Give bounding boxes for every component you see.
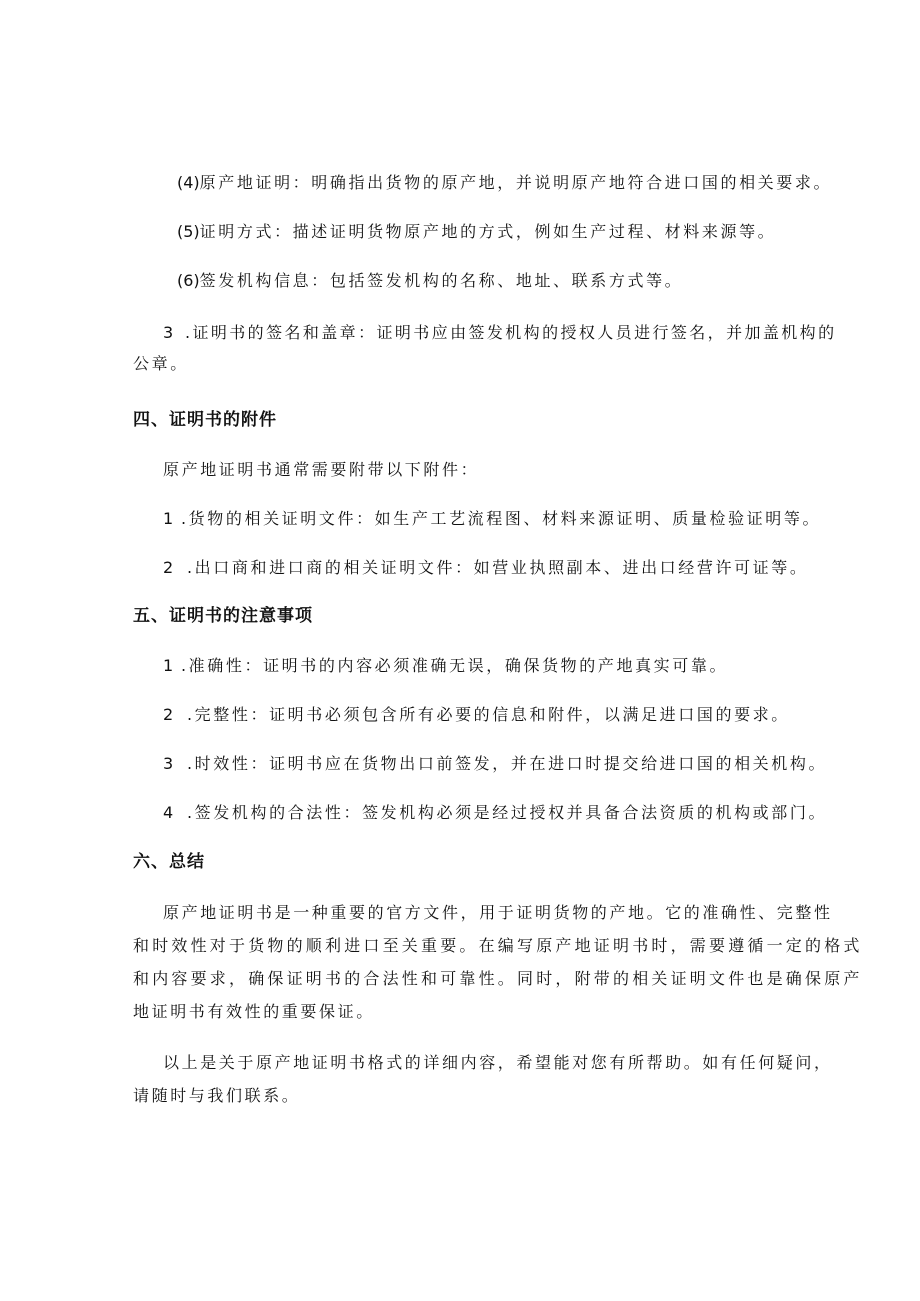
section-4-intro: 原产地证明书通常需要附带以下附件： bbox=[163, 460, 480, 479]
section-5-item-1-number: 1 bbox=[163, 656, 174, 675]
section-5-item-4-number: 4 bbox=[163, 803, 174, 822]
section-5-item-3 bbox=[163, 753, 827, 775]
section-4-item-1-number: 1 bbox=[163, 509, 174, 528]
item-3-text: .证明书的签名和盖章：证明书应由签发机构的授权人员进行签名，并加盖机构的 bbox=[185, 323, 837, 342]
section-5-item-1-text: .准确性：证明书的内容必须准确无误，确保货物的产地真实可靠。 bbox=[181, 656, 729, 675]
section-5-item-3-text: .时效性：证明书应在货物出口前签发，并在进口时提交给进口国的相关机构。 bbox=[187, 754, 828, 773]
item-3-number: 3 bbox=[163, 323, 174, 342]
section-5-item-2-number: 2 bbox=[163, 705, 174, 724]
sub-item-5-number: (5) bbox=[177, 222, 200, 241]
summary-paragraph-1-line-4: 地证明书有效性的重要保证。 bbox=[133, 1002, 375, 1021]
section-4-item-2-text: .出口商和进口商的相关证明文件：如营业执照副本、进出口经营许可证等。 bbox=[187, 558, 809, 577]
item-3-line-2: 公章。 bbox=[133, 354, 189, 373]
section-5-item-2 bbox=[163, 704, 790, 726]
section-4-item-2-number: 2 bbox=[163, 558, 174, 577]
section-5-item-3-number: 3 bbox=[163, 754, 174, 773]
section-5-item-4-text: .签发机构的合法性：签发机构必须是经过授权并具备合法资质的机构或部门。 bbox=[187, 803, 828, 822]
summary-paragraph-2-line-1: 以上是关于原产地证明书格式的详细内容，希望能对您有所帮助。如有任何疑问， bbox=[163, 1053, 833, 1072]
summary-paragraph-2-line-2: 请随时与我们联系。 bbox=[133, 1086, 301, 1105]
section-6-title: 六、总结 bbox=[133, 852, 205, 872]
section-4-item-2 bbox=[163, 557, 809, 579]
section-5-item-4 bbox=[163, 802, 827, 824]
summary-paragraph-1-line-3: 和内容要求，确保证明书的合法性和可靠性。同时，附带的相关证明文件也是确保原产 bbox=[133, 969, 863, 988]
sub-item-6-text: 签发机构信息：包括签发机构的名称、地址、联系方式等。 bbox=[199, 271, 684, 290]
section-4-item-1-text: .货物的相关证明文件：如生产工艺流程图、材料来源证明、质量检验证明等。 bbox=[181, 509, 822, 528]
sub-item-5 bbox=[177, 221, 776, 243]
section-5-title: 五、证明书的注意事项 bbox=[133, 606, 313, 626]
sub-item-4-number: (4) bbox=[177, 173, 200, 192]
sub-item-4 bbox=[177, 172, 832, 194]
section-5-item-2-text: .完整性：证明书必须包含所有必要的信息和附件，以满足进口国的要求。 bbox=[187, 705, 790, 724]
sub-item-6 bbox=[177, 270, 683, 292]
section-5-item-1 bbox=[163, 655, 728, 677]
summary-paragraph-1-line-2: 和时效性对于货物的顺利进口至关重要。在编写原产地证明书时，需要遵循一定的格式 bbox=[133, 936, 863, 955]
sub-item-4-text: 原产地证明：明确指出货物的原产地，并说明原产地符合进口国的相关要求。 bbox=[199, 173, 833, 192]
section-4-item-1 bbox=[163, 508, 821, 530]
sub-item-5-text: 证明方式：描述证明货物原产地的方式，例如生产过程、材料来源等。 bbox=[199, 222, 777, 241]
section-4-title: 四、证明书的附件 bbox=[133, 410, 277, 430]
summary-paragraph-1-line-1: 原产地证明书是一种重要的官方文件，用于证明货物的产地。它的准确性、完整性 bbox=[163, 903, 833, 922]
sub-item-6-number: (6) bbox=[177, 271, 200, 290]
item-3-line-1 bbox=[163, 322, 837, 344]
